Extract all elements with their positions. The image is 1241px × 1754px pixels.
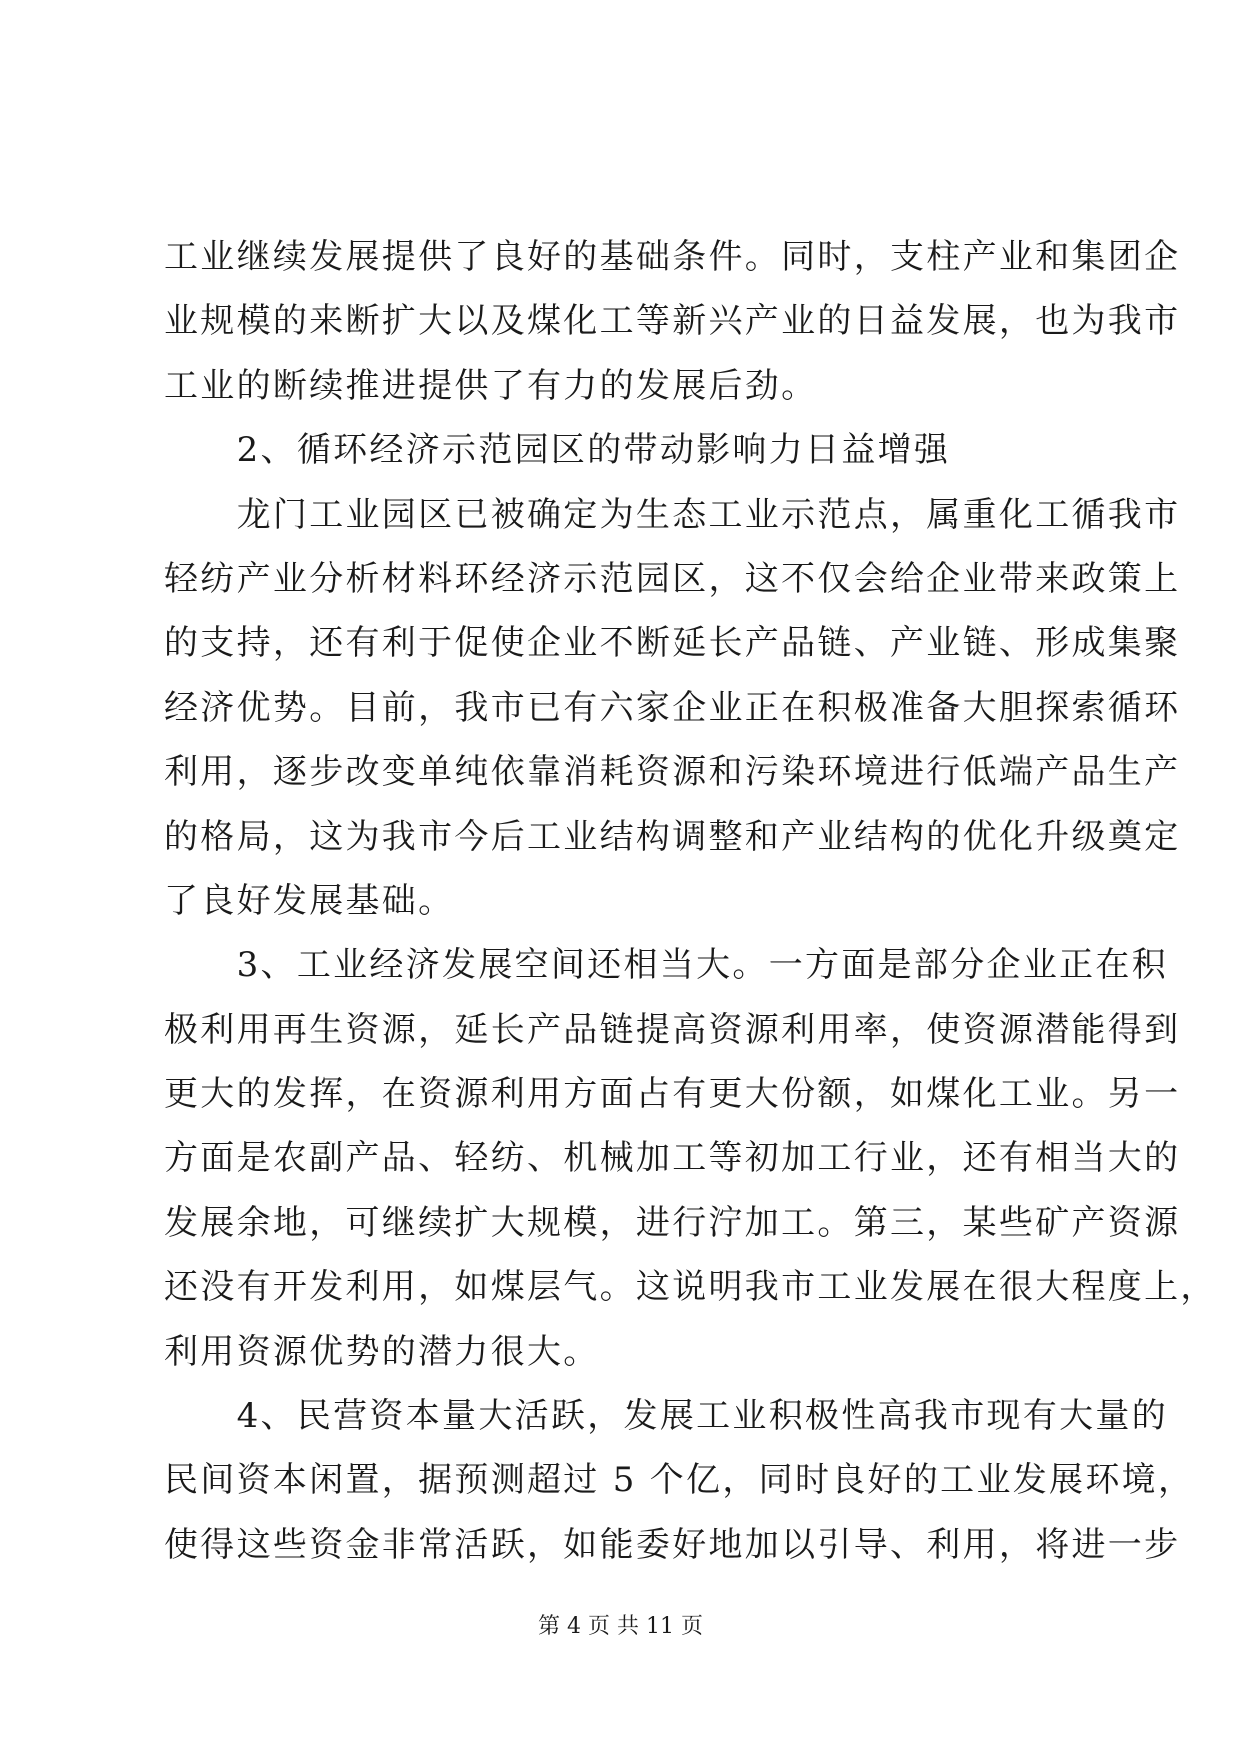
text-line: 的支持，还有利于促使企业不断延长产品链、产业链、形成集聚 — [164, 623, 1181, 664]
text-line: 经济优势。目前，我市已有六家企业正在积极准备大胆探索循环 — [164, 687, 1181, 728]
text-line: 极利用再生资源，延长产品链提高资源利用率，使资源潜能得到 — [164, 1009, 1181, 1050]
text-line: 龙门工业园区已被确定为生态工业示范点，属重化工循我市 — [164, 494, 1181, 535]
text-line: 发展余地，可继续扩大规模，进行泞加工。第三，某些矿产资源 — [164, 1202, 1181, 1243]
text-line: 民间资本闲置，据预测超过 5 个亿，同时良好的工业发展环境， — [164, 1460, 1195, 1501]
text-line: 的格局，这为我市今后工业结构调整和产业结构的优化升级奠定 — [164, 816, 1181, 857]
text-line: 工业继续发展提供了良好的基础条件。同时，支柱产业和集团企 — [164, 237, 1181, 277]
text-line: 3、工业经济发展空间还相当大。一方面是部分企业正在积 — [164, 945, 1169, 986]
text-line: 还没有开发利用，如煤层气。这说明我市工业发展在很大程度上， — [164, 1267, 1217, 1308]
text-line: 利用资源优势的潜力很大。 — [164, 1331, 600, 1372]
text-line: 工业的断续推进提供了有力的发展后劲。 — [164, 365, 818, 406]
document-body — [164, 225, 1217, 1577]
section-heading: 2、循环经济示范园区的带动影响力日益增强 — [164, 430, 951, 471]
text-line: 4、民营资本量大活跃，发展工业积极性高我市现有大量的 — [164, 1396, 1169, 1437]
text-line: 轻纺产业分析材料环经济示范园区，这不仅会给企业带来政策上 — [164, 558, 1181, 599]
text-line: 使得这些资金非常活跃，如能委好地加以引导、利用，将进一步 — [164, 1524, 1181, 1565]
page-number-footer: 第 4 页 共 11 页 — [538, 1614, 703, 1639]
text-line: 利用，逐步改变单纯依靠消耗资源和污染环境进行低端产品生产 — [164, 752, 1181, 793]
text-line: 更大的发挥，在资源利用方面占有更大份额，如煤化工业。另一 — [164, 1074, 1181, 1115]
text-line: 了良好发展基础。 — [164, 880, 455, 921]
text-line: 方面是农副产品、轻纺、机械加工等初加工行业，还有相当大的 — [164, 1138, 1181, 1179]
text-line: 业规模的来断扩大以及煤化工等新兴产业的日益发展，也为我市 — [164, 301, 1181, 342]
